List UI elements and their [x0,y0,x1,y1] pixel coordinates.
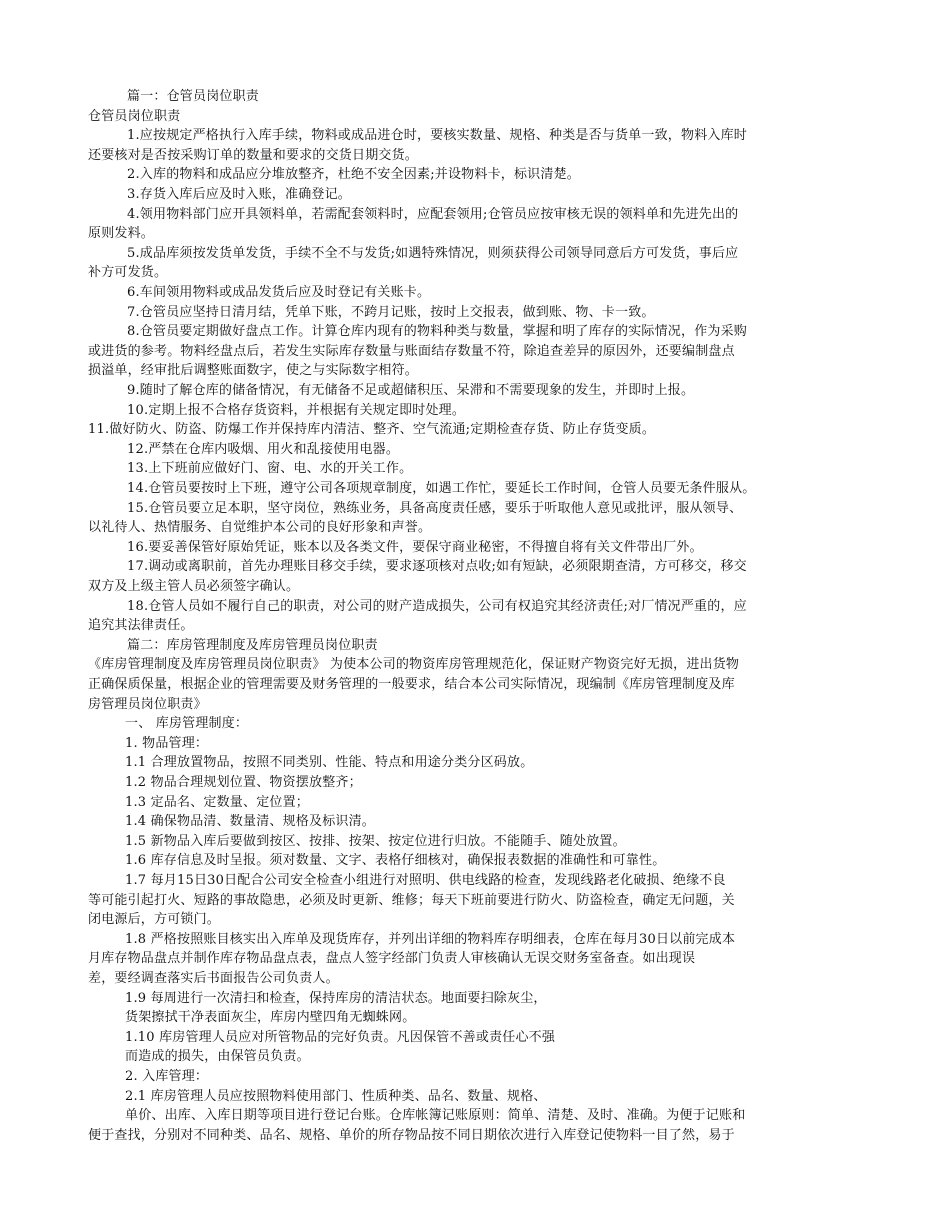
text-line: 便于查找，分别对不同种类、品名、规格、单价的所存物品按不同日期依次进行入库登记使物料一目了然，易于 [88,1128,735,1143]
text-line: 5.成品库须按发货单发货，手续不全不与发货;如遇特殊情况，则须获得公司领导同意后方可发货，事后应 [127,246,739,261]
text-line: 补方可发货。 [88,265,168,280]
text-line: 差，要经调查落实后书面报告公司负责人。 [88,971,339,986]
text-line: 《库房管理制度及库房管理员岗位职责》 为使本公司的物资库房管理规范化，保证财产物资完好无损，进出货物 [88,657,740,672]
text-line: 原则发料。 [88,226,155,241]
text-line: 一、 库房管理制度： [125,716,249,731]
text-line: 11.做好防火、防盗、防爆工作并保持库内清洁、整齐、空气流通;定期检查存货、防止存货变质。 [88,422,656,437]
text-line: 正确保质保量，根据企业的管理需要及财务管理的一般要求，结合本公司实际情况，现编制《库房管理制度及库 [88,677,735,692]
text-line: 月库存物品盘点并制作库存物品盘点表，盘点人签字经部门负责人审核确认无误交财务室备查。如出现误 [88,951,696,966]
text-line: 损溢单，经审批后调整账面数字，使之与实际数字相符。 [88,363,419,378]
text-line: 等可能引起打火、短路的事故隐患，必须及时更新、维修；每天下班前要进行防火、防盗检查，确定无问题，关 [88,893,735,908]
text-line: 7.仓管员应坚持日清月结，凭单下账，不跨月记账，按时上交报表，做到账、物、卡一致。 [127,305,655,320]
text-line: 1. 物品管理： [125,736,209,751]
text-line: 仓管员岗位职责 [88,109,181,124]
text-line: 10.定期上报不合格存货资料，并根据有关规定即时处理。 [127,403,466,418]
text-line: 单价、出库、入库日期等项目进行登记台账。仓库帐簿记账原则：简单、清楚、及时、准确。为便于记账和 [125,1108,746,1123]
text-line: 还要核对是否按采购订单的数量和要求的交货日期交货。 [88,148,419,163]
text-line: 4.领用物料部门应开具领料单，若需配套领料时，应配套领用;仓管员应按审核无误的领料单和先进先出的 [127,207,739,222]
text-line: 以礼待人、热情服务、自觉维护本公司的良好形象和声誉。 [88,520,432,535]
text-line: 18.仓管人员如不履行自己的职责，对公司的财产造成损失，公司有权追究其经济责任;对厂情况严重的，应 [127,599,747,614]
text-line: 9.随时了解仓库的储备情况，有无储备不足或超储积压、呆滞和不需要现象的发生，并即时上报。 [127,383,695,398]
text-line: 闭电源后，方可锁门。 [88,912,221,927]
text-line: 或进货的参考。物料经盘点后，若发生实际库存数量与账面结存数量不符，除追查差异的原因外，还要编制盘点 [88,344,735,359]
text-line: 1.8 严格按照账目核实出入库单及现货库存，并列出详细的物料库存明细表，仓库在每月30日以前完成本 [125,932,736,947]
text-line: 1.7 每月15日30日配合公司安全检查小组进行对照明、供电线路的检查，发现线路老化破损、绝缘不良 [125,873,726,888]
text-line: 14.仓管员要按时上下班，遵守公司各项规章制度，如遇工作忙，要延长工作时间，仓管人员要无条件服从。 [127,481,756,496]
text-line: 1.2 物品合理规划位置、物资摆放整齐； [125,775,362,790]
text-line: 篇二：库房管理制度及库房管理员岗位职责 [127,638,378,653]
text-line: 16.要妥善保管好原始凭证，账本以及各类文件，要保守商业秘密，不得擅自将有关文件带出厂外。 [127,540,703,555]
text-line: 而造成的损失，由保管员负责。 [125,1049,310,1064]
text-line: 17.调动或离职前，首先办理账目移交手续，要求逐项核对点收;如有短缺，必须限期查清，方可移交，移交 [127,559,747,574]
text-line: 1.4 确保物品清、数量清、规格及标识清。 [125,814,376,829]
text-line: 篇一：仓管员岗位职责 [127,89,260,104]
text-line: 8.仓管员要定期做好盘点工作。计算仓库内现有的物料种类与数量，掌握和明了库存的实际情况，作为采购 [127,324,748,339]
text-line: 1.6 库存信息及时呈报。须对数量、文字、表格仔细核对，确保报表数据的准确性和可靠性。 [125,853,666,868]
text-line: 1.应按规定严格执行入库手续，物料或成品进仓时，要核实数量、规格、种类是否与货单一致，物料入库时 [127,128,748,143]
text-line: 房管理员岗位职责》 [88,697,207,712]
text-line: 1.3 定品名、定数量、定位置； [125,795,310,810]
text-line: 12.严禁在仓库内吸烟、用火和乱接使用电器。 [127,442,400,457]
text-line: 1.5 新物品入库后要做到按区、按排、按架、按定位进行归放。不能随手、随处放置。 [125,834,626,849]
text-line: 2. 入库管理： [125,1069,209,1084]
text-line: 追究其法律责任。 [88,618,194,633]
text-line: 货架擦拭干净表面灰尘，库房内壁四角无蜘蛛网。 [125,1010,416,1025]
text-line: 2.1 库房管理人员应按照物料使用部门、性质种类、品名、数量、规格、 [125,1089,547,1104]
text-line: 15.仓管员要立足本职，坚守岗位，熟练业务，具备高度责任感，要乐于听取他人意见或批评，服从领导、 [127,501,743,516]
text-line: 3.存货入库后应及时入账，准确登记。 [127,187,352,202]
text-line: 双方及上级主管人员必须签字确认。 [88,579,300,594]
text-line: 2.入库的物料和成品应分堆放整齐，杜绝不安全因素;并设物料卡，标识清楚。 [127,167,580,182]
text-line: 6.车间领用物料或成品发货后应及时登记有关账卡。 [127,285,431,300]
text-line: 1.1 合理放置物品，按照不同类别、性能、特点和用途分类分区码放。 [125,755,534,770]
text-line: 1.10 库房管理人员应对所管物品的完好负责。凡因保管不善或责任心不强 [125,1030,556,1045]
text-line: 13.上下班前应做好门、窗、电、水的开关工作。 [127,461,413,476]
text-line: 1.9 每周进行一次清扫和检查，保持库房的清洁状态。地面要扫除灰尘， [125,991,547,1006]
